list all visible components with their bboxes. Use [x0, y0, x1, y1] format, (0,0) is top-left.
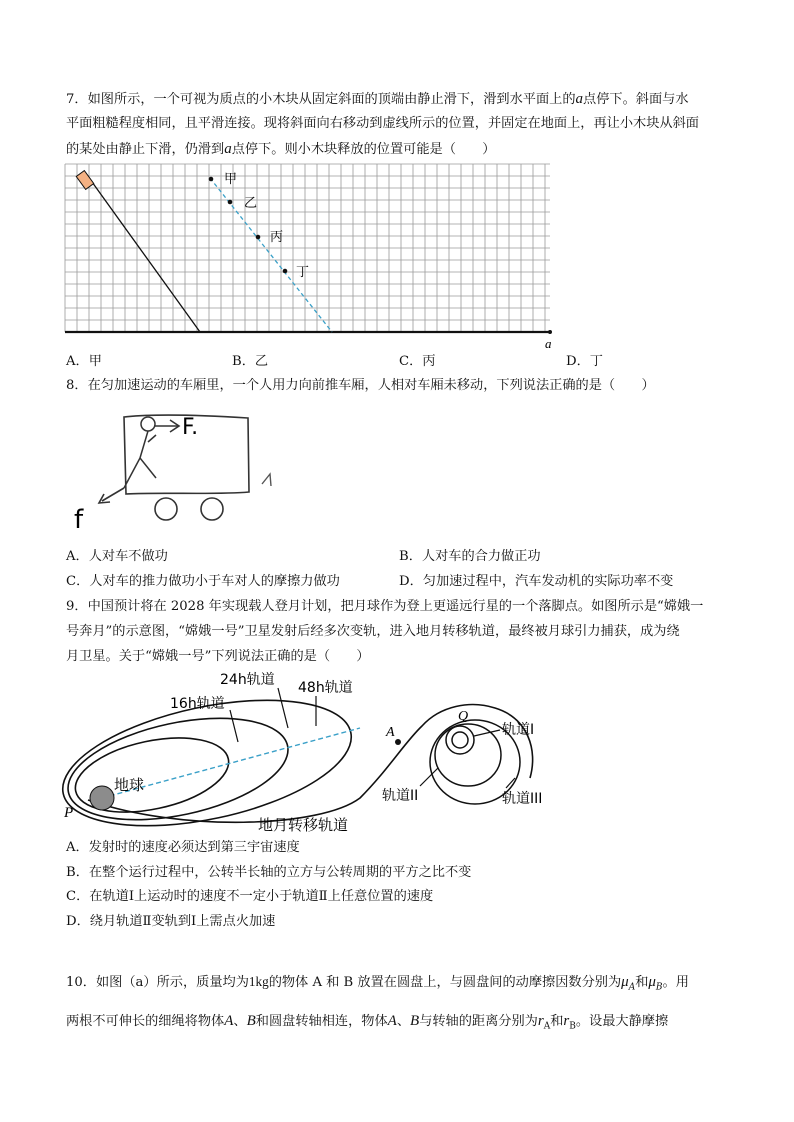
- q7-option-a[interactable]: A．甲: [66, 354, 102, 369]
- q7-point-yi: [228, 200, 233, 205]
- q7-grid: [65, 164, 550, 332]
- q9-label-16h: 16h轨道: [170, 696, 225, 712]
- q9-lunar-orbit-1: [446, 726, 474, 754]
- q9-earth-label: 地球: [114, 776, 145, 794]
- q8-friction-arrowhead: [99, 494, 110, 503]
- q8-mark: [262, 474, 271, 486]
- q9-orbit-figure: [60, 670, 600, 840]
- q10-text: 。用: [662, 975, 689, 990]
- q10-mu-a: μ: [621, 974, 629, 990]
- q7-label-jia: 甲: [224, 172, 238, 187]
- q10-r-b-sub: B: [569, 1021, 576, 1032]
- q9-orbit-16h: [69, 726, 236, 825]
- q8-cart-figure: [66, 400, 286, 535]
- q7-option-c[interactable]: C．丙: [399, 354, 436, 369]
- q9-label-48h: 48h轨道: [298, 680, 353, 696]
- q9-label-a: A: [386, 725, 395, 740]
- q7-label-yi: 乙: [244, 196, 258, 211]
- q8-person-body: [124, 431, 156, 488]
- q8-option-d[interactable]: D．匀加速过程中，汽车发动机的实际功率不变: [399, 574, 674, 589]
- q10-text: 和: [550, 1014, 564, 1029]
- q8-option-c[interactable]: C．人对车的推力做功小于车对人的摩擦力做功: [66, 574, 340, 589]
- q10-text: 两根不可伸长的细绳将物体: [66, 1014, 225, 1029]
- q10-var-b: B: [246, 1013, 256, 1029]
- q8-option-a[interactable]: A．人对车不做功: [66, 549, 168, 564]
- q7-var-a: a: [224, 141, 232, 157]
- q10-text: 。设最大静摩擦: [575, 1014, 669, 1029]
- q9-earth: [90, 786, 114, 810]
- q9-option-d[interactable]: D．绕月轨道Ⅱ变轨到Ⅰ上需点火加速: [66, 914, 276, 929]
- q8-option-b[interactable]: B．人对车的合力做正功: [399, 549, 541, 564]
- q7-point-ding: [283, 269, 288, 274]
- q8-force-label: F.: [182, 415, 199, 440]
- q7-label-a: a: [545, 336, 552, 351]
- q7-incline-figure: [60, 160, 560, 355]
- q7-label-bing: 丙: [270, 230, 284, 245]
- q7-option-d[interactable]: D．丁: [566, 354, 603, 369]
- q9-label-orbit1: 轨道I: [502, 722, 535, 738]
- q10-var-b: B: [410, 1013, 420, 1029]
- q8-friction-label: f: [74, 505, 84, 535]
- q9-line-2: 号奔月”的示意图，“嫦娥一号”卫星发射后经多次变轨，进入地月转移轨道，最终被月球引力捕获，成为绕: [66, 624, 680, 639]
- q9-leader-16h: [230, 710, 238, 742]
- q9-label-p: P: [64, 805, 74, 821]
- q10-text: 与转轴的距离分别为: [419, 1014, 538, 1029]
- q7-point-jia: [209, 177, 214, 182]
- q9-label-24h: 24h轨道: [220, 672, 275, 688]
- q10-line-1: [66, 972, 689, 998]
- q10-text: 和: [635, 975, 649, 990]
- q8-line-1: 8．在匀加速运动的车厢里，一个人用力向前推车厢，人相对车厢未移动，下列说法正确的是（ ）: [66, 378, 655, 393]
- q7-text: 7．如图所示，一个可视为质点的小木块从固定斜面的顶端由静止滑下，滑到水平面上的: [66, 92, 576, 107]
- q10-r-b: r: [563, 1013, 570, 1029]
- q10-text: 、: [233, 1014, 247, 1029]
- q7-label-ding: 丁: [296, 265, 310, 280]
- q8-person-head: [141, 417, 155, 431]
- q9-label-q: Q: [458, 709, 469, 724]
- q7-point-bing: [256, 235, 261, 240]
- q10-r-a-sub: A: [543, 1021, 551, 1032]
- q9-label-orbit3: 轨道III: [502, 791, 543, 807]
- q7-text: 的某处由静止下滑，仍滑到: [66, 142, 225, 157]
- q9-option-b[interactable]: B．在整个运行过程中，公转半长轴的立方与公转周期的平方之比不变: [66, 865, 472, 880]
- q10-mass: 1kg: [248, 974, 269, 989]
- q8-wheel-left: [155, 498, 177, 520]
- q7-incline-solid: [87, 175, 200, 332]
- q10-text: 和圆盘转轴相连，物体: [255, 1014, 388, 1029]
- q7-line-3: [66, 139, 496, 160]
- q9-option-c[interactable]: C．在轨道Ⅰ上运动时的速度不一定小于轨道Ⅱ上任意位置的速度: [66, 889, 434, 904]
- q8-wheel-right: [201, 498, 223, 520]
- q9-lunar-orbit-2: [435, 724, 501, 786]
- q10-var-a: A: [387, 1013, 397, 1029]
- q7-text: 点停下。则小木块释放的位置可能是（ ）: [231, 142, 496, 157]
- q7-line-1: [66, 89, 689, 110]
- q7-wood-block: [76, 171, 93, 190]
- q10-mu-b: μ: [648, 974, 656, 990]
- q7-point-a: [548, 330, 552, 334]
- q7-option-b[interactable]: B．乙: [232, 354, 269, 369]
- q9-point-a: [395, 739, 401, 745]
- q7-var-a: a: [575, 91, 584, 107]
- q9-label-transfer: 地月转移轨道: [258, 816, 349, 834]
- q9-leader-24h: [278, 688, 288, 728]
- q7-text: 点停下。斜面与水: [583, 92, 689, 107]
- q10-mu-a-sub: A: [628, 982, 636, 993]
- q9-option-a[interactable]: A．发射时的速度必须达到第三宇宙速度: [66, 840, 300, 855]
- q10-var-a: A: [224, 1013, 234, 1029]
- q10-text: 、: [396, 1014, 411, 1029]
- q10-r-a: r: [537, 1013, 544, 1029]
- q8-friction-arrow: [102, 488, 124, 501]
- q9-line-3: 月卫星。关于“嫦娥一号”下列说法正确的是（ ）: [66, 649, 370, 664]
- q7-line-2: 平面粗糙程度相同，且平滑连接。现将斜面向右移动到虚线所示的位置，并固定在地面上，再让小木块从斜面: [66, 116, 699, 131]
- q9-label-orbit2: 轨道II: [382, 788, 419, 804]
- q9-line-1: 9．中国预计将在 2028 年实现载人登月计划，把月球作为登上更遥远行星的一个落脚点。如图所示是“嫦娥一: [66, 599, 704, 614]
- q10-mu-b-sub: B: [655, 982, 663, 993]
- q9-leader-orbit1: [474, 730, 500, 736]
- q9-moon: [452, 732, 468, 748]
- q10-line-2: [66, 1011, 668, 1037]
- q10-text: 10．如图（a）所示，质量均为: [66, 975, 249, 990]
- q10-text: 的物体 A 和 B 放置在圆盘上，与圆盘间的动摩擦因数分别为: [268, 975, 622, 990]
